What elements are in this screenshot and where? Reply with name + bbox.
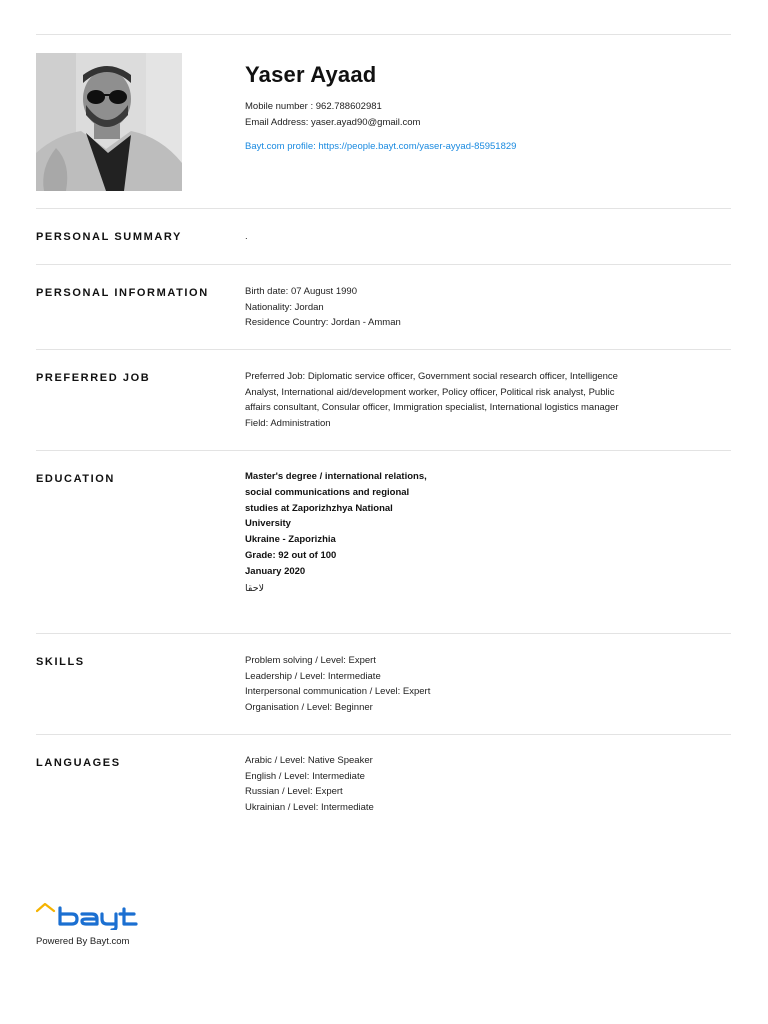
- bayt-logo-icon: [36, 900, 146, 930]
- profile-photo: [36, 53, 182, 191]
- section-title-personal-summary: PERSONAL SUMMARY: [36, 231, 182, 243]
- section-title-personal-information: PERSONAL INFORMATION: [36, 287, 209, 299]
- section-title-skills: SKILLS: [36, 656, 85, 668]
- bayt-logo: [36, 900, 146, 930]
- residence-country: Residence Country: Jordan - Amman: [245, 317, 401, 329]
- bayt-profile-link[interactable]: Bayt.com profile: https://people.bayt.com/yaser-ayyad-85951829: [245, 141, 517, 152]
- education-grade: Grade: 92 out of 100: [245, 549, 337, 561]
- divider-summary: [36, 264, 731, 265]
- profile-photo-image: [36, 53, 182, 191]
- skill-item: Interpersonal communication / Level: Expert: [245, 686, 431, 698]
- skill-item: Problem solving / Level: Expert: [245, 655, 376, 666]
- personal-summary-line: .: [245, 231, 248, 242]
- preferred-job-body: [245, 369, 645, 431]
- skill-item: Organisation / Level: Beginner: [245, 701, 373, 713]
- top-divider: [36, 34, 731, 35]
- divider-header: [36, 208, 731, 209]
- education-date: January 2020: [245, 565, 306, 577]
- skill-item: Leadership / Level: Intermediate: [245, 670, 381, 682]
- preferred-job-line: Preferred Job: Diplomatic service officer, Government social research officer, Intelligence: [245, 371, 618, 382]
- education-location: Ukraine - Zaporizhia: [245, 534, 336, 546]
- section-title-languages: LANGUAGES: [36, 757, 121, 769]
- candidate-name: Yaser Ayaad: [245, 62, 377, 87]
- language-item: Arabic / Level: Native Speaker: [245, 755, 373, 766]
- skills-body: [245, 653, 645, 715]
- section-title-education: EDUCATION: [36, 473, 115, 485]
- preferred-job-line: affairs consultant, Consular officer, Immigration specialist, International logistics manager: [245, 402, 619, 414]
- education-degree: social communications and regional: [245, 486, 410, 498]
- powered-by-text: Powered By Bayt.com: [36, 936, 130, 947]
- section-title-preferred-job: PREFERRED JOB: [36, 372, 151, 384]
- mobile-number: Mobile number : 962.788602981: [245, 101, 382, 112]
- preferred-job-field: Field: Administration: [245, 417, 331, 429]
- preferred-job-line: Analyst, International aid/development worker, Policy officer, Political risk analyst, Public: [245, 386, 615, 398]
- language-item: Ukrainian / Level: Intermediate: [245, 801, 374, 813]
- education-institution: University: [245, 518, 291, 530]
- divider-education: [36, 633, 731, 634]
- personal-information-body: [245, 284, 645, 331]
- email-address: Email Address: yaser.ayad90@gmail.com: [245, 117, 421, 128]
- language-item: English / Level: Intermediate: [245, 770, 365, 782]
- nationality: Nationality: Jordan: [245, 301, 324, 313]
- education-institution: studies at Zaporizhzhya National: [245, 502, 393, 514]
- divider-skills: [36, 734, 731, 735]
- divider-preferred-job: [36, 450, 731, 451]
- divider-personal-info: [36, 349, 731, 350]
- education-note: لاحقا: [245, 583, 264, 594]
- language-item: Russian / Level: Expert: [245, 786, 343, 798]
- education-body: [245, 469, 445, 580]
- personal-summary-text: [245, 229, 645, 245]
- birth-date: Birth date: 07 August 1990: [245, 286, 357, 297]
- education-degree: Master's degree / international relations,: [245, 471, 427, 482]
- languages-body: [245, 753, 645, 815]
